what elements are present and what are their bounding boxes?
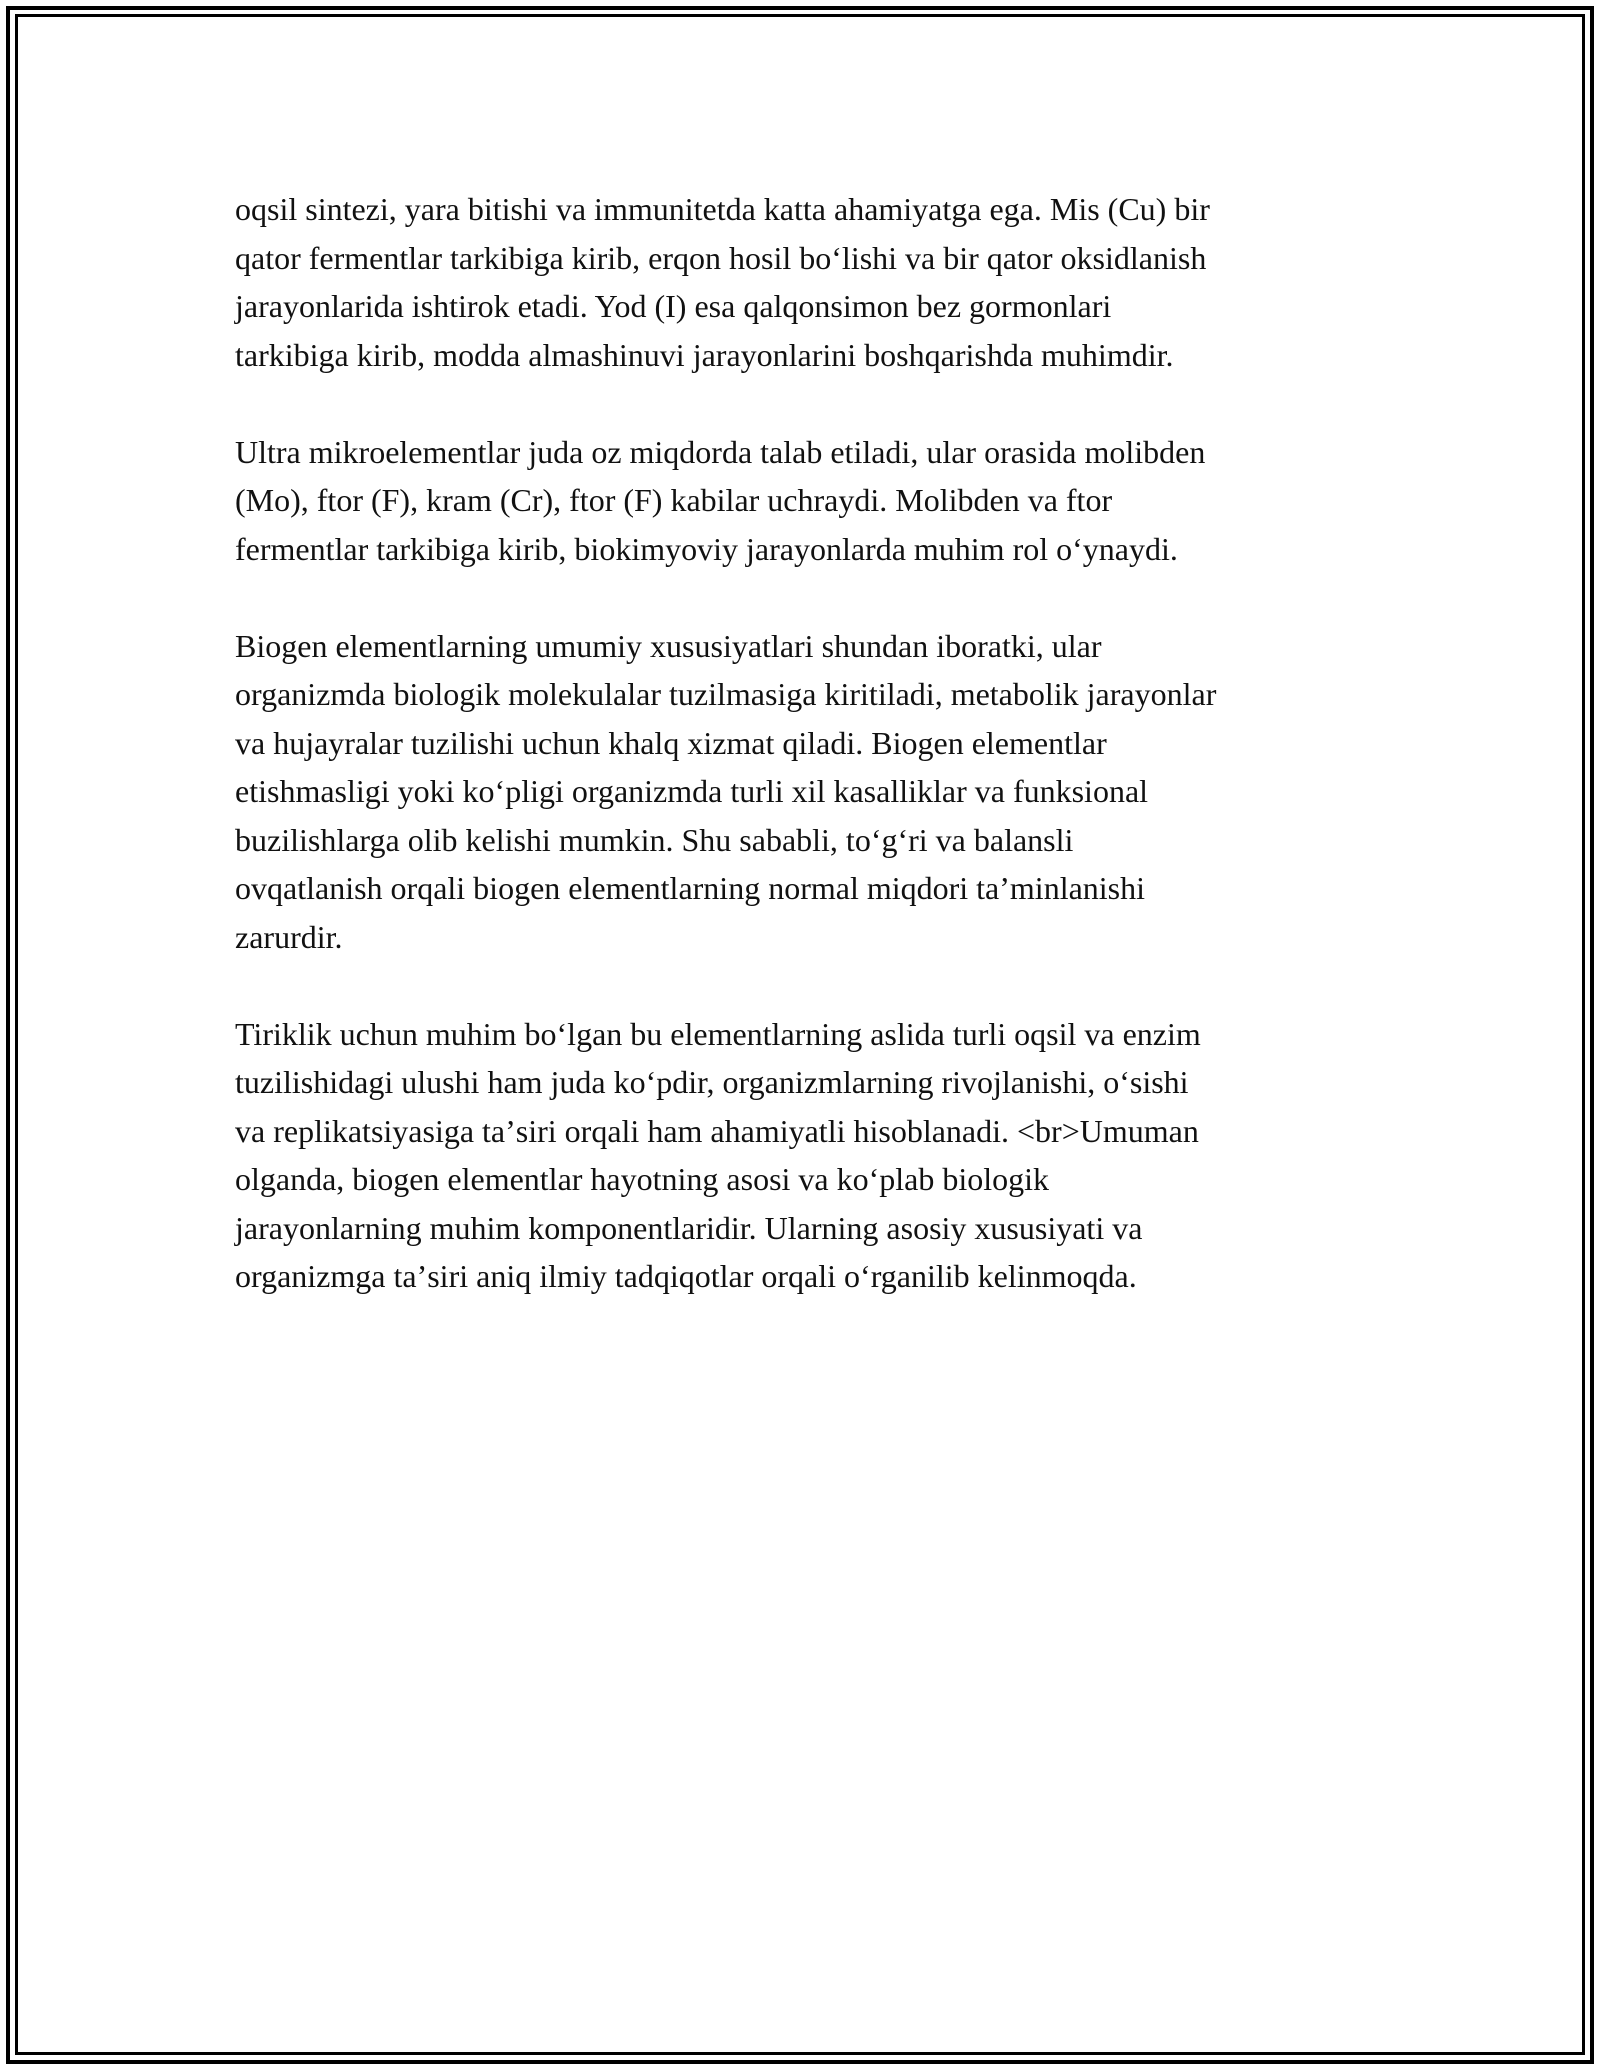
text-line: va hujayralar tuzilishi uchun khalq xizmat qiladi. Biogen elementlar: [235, 724, 1107, 761]
text-line: organizmda biologik molekulalar tuzilmasiga kiritiladi, metabolik jarayonlar: [235, 676, 1217, 712]
paragraph-2: [235, 428, 1385, 574]
text-line: jarayonlarida ishtirok etadi. Yod (I) esa qalqonsimon bez gormonlari: [235, 288, 1112, 324]
text-line: olganda, biogen elementlar hayotning asosi va koʻplab biologik: [235, 1161, 1050, 1197]
text-line: va replikatsiyasiga taʼsiri orqali ham ahamiyatli hisoblanadi. <br>Umuman: [235, 1112, 1199, 1149]
text-line: (Mo), ftor (F), kram (Cr), ftor (F) kabilar uchraydi. Molibden va ftor: [235, 482, 1113, 518]
paragraph-4: [235, 1010, 1385, 1301]
text-line: Ultra mikroelementlar juda oz miqdorda talab etiladi, ular orasida molibden: [235, 433, 1206, 470]
text-line: etishmasligi yoki koʻpligi organizmda turli xil kasalliklar va funksional: [235, 773, 1149, 809]
document-body: [235, 185, 1385, 1349]
paragraph-1: [235, 185, 1385, 379]
text-line: qator fermentlar tarkibiga kirib, erqon hosil boʻlishi va bir qator oksidlanish: [235, 239, 1207, 276]
text-line: Tiriklik uchun muhim boʻlgan bu elementlarning aslida turli oqsil va enzim: [235, 1015, 1201, 1052]
text-line: tarkibiga kirib, modda almashinuvi jarayonlarini boshqarishda muhimdir.: [235, 336, 1174, 373]
text-line: organizmga taʼsiri aniq ilmiy tadqiqotlar orqali oʻrganilib kelinmoqda.: [235, 1258, 1137, 1294]
text-line: oqsil sintezi, yara bitishi va immunitetda katta ahamiyatga ega. Mis (Cu) bir: [235, 191, 1210, 227]
paragraph-3: [235, 622, 1385, 962]
text-line: Biogen elementlarning umumiy xususiyatlari shundan iboratki, ular: [235, 627, 1102, 664]
text-line: ovqatlanish orqali biogen elementlarning normal miqdori taʼminlanishi: [235, 870, 1146, 906]
text-line: tuzilishidagi ulushi ham juda koʻpdir, organizmlarning rivojlanishi, oʻsishi: [235, 1064, 1189, 1100]
text-line: zarurdir.: [235, 918, 343, 955]
text-line: buzilishlarga olib kelishi mumkin. Shu sababli, toʻgʻri va balansli: [235, 821, 1074, 858]
text-line: fermentlar tarkibiga kirib, biokimyoviy jarayonlarda muhim rol oʻynaydi.: [235, 530, 1178, 567]
text-line: jarayonlarning muhim komponentlaridir. Ularning asosiy xususiyati va: [235, 1209, 1143, 1246]
